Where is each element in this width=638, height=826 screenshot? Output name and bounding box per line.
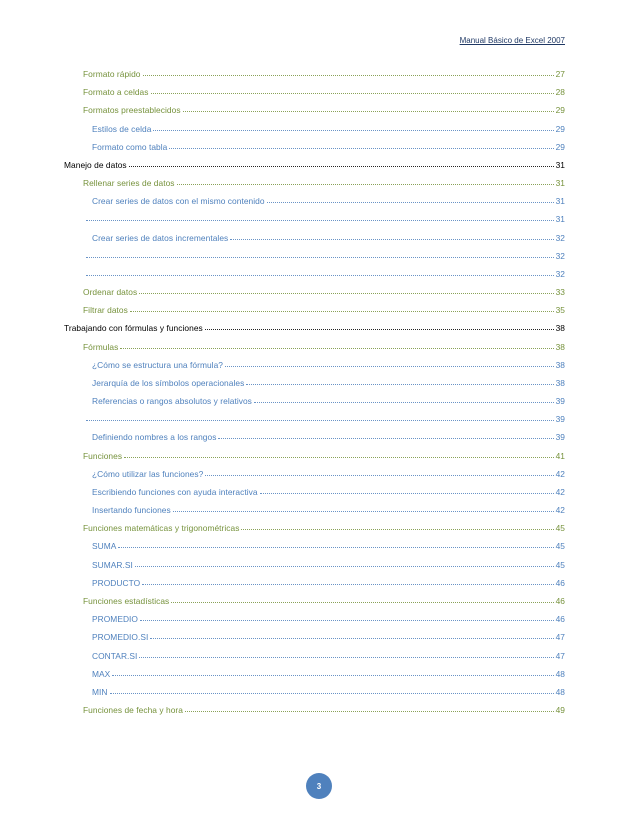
toc-entry-label: Funciones de fecha y hora [83, 705, 183, 716]
toc-entry-page: 39 [555, 414, 565, 425]
toc-entry-page: 41 [555, 450, 565, 461]
toc-entry[interactable] [64, 305, 565, 323]
toc-entry-page: 31 [555, 178, 565, 189]
dot-leader [177, 183, 554, 185]
toc-entry[interactable] [64, 523, 565, 541]
toc-entry-page: 42 [555, 486, 565, 497]
toc-entry-page: 47 [555, 632, 565, 643]
dot-leader [86, 274, 554, 276]
toc-entry-label: Jerarquía de los símbolos operacionales [92, 377, 245, 388]
table-of-contents [64, 69, 565, 723]
toc-entry-page: 32 [555, 232, 565, 243]
toc-entry-label: SUMA [92, 541, 117, 552]
dot-leader [143, 74, 554, 76]
toc-entry[interactable] [64, 541, 565, 559]
toc-entry-page: 32 [555, 268, 565, 279]
toc-entry-label: Formato rápido [83, 69, 141, 79]
dot-leader [169, 147, 553, 149]
dot-leader [130, 310, 554, 312]
dot-leader [140, 619, 554, 621]
toc-entry-page: 42 [555, 468, 565, 479]
toc-entry-label: Referencias o rangos absolutos y relativos [92, 396, 252, 407]
toc-entry-page: 38 [555, 377, 565, 388]
dot-leader [267, 201, 554, 203]
toc-entry[interactable] [64, 669, 565, 687]
toc-entry[interactable] [64, 614, 565, 632]
dot-leader [205, 328, 554, 330]
toc-entry[interactable] [64, 396, 565, 414]
dot-leader [86, 219, 554, 221]
dot-leader [260, 492, 554, 494]
toc-entry-label: PROMEDIO [92, 614, 139, 625]
dot-leader [246, 383, 553, 385]
toc-entry-page: 38 [555, 323, 565, 334]
dot-leader [218, 437, 553, 439]
toc-entry[interactable] [64, 342, 565, 360]
toc-entry-label: CONTAR.SI [92, 650, 138, 661]
dot-leader [139, 656, 553, 658]
page-number: 3 [316, 781, 322, 791]
toc-entry[interactable] [64, 287, 565, 305]
toc-entry-page: 31 [555, 196, 565, 207]
dot-leader [225, 365, 554, 367]
toc-entry-label: Funciones [83, 450, 123, 461]
toc-entry-label: Formato a celdas [83, 87, 149, 98]
toc-entry-label: Funciones matemáticas y trigonométricas [83, 523, 240, 534]
toc-entry-page: 29 [555, 105, 565, 116]
running-header [460, 36, 565, 45]
dot-leader [153, 129, 553, 131]
toc-entry[interactable] [64, 378, 565, 396]
dot-leader [185, 710, 554, 712]
toc-entry[interactable] [64, 178, 565, 196]
toc-entry-page: 28 [555, 87, 565, 98]
header-title: Manual Básico de Excel 2007 [459, 36, 565, 45]
dot-leader [112, 674, 553, 676]
toc-entry-label: Ordenar datos [83, 287, 138, 298]
toc-entry-page: 38 [555, 341, 565, 352]
toc-entry[interactable] [64, 142, 565, 160]
toc-entry-page: 39 [555, 396, 565, 407]
toc-entry-label: Definiendo nombres a los rangos [92, 432, 217, 443]
toc-entry[interactable] [64, 233, 565, 251]
page-number-badge [306, 773, 332, 799]
toc-entry-label: ¿Cómo utilizar las funciones? [92, 468, 204, 479]
toc-entry[interactable] [64, 505, 565, 523]
dot-leader [171, 601, 553, 603]
toc-entry-page: 49 [555, 705, 565, 716]
toc-entry-label: Manejo de datos [64, 159, 127, 170]
toc-entry[interactable] [64, 596, 565, 614]
toc-entry-page: 45 [555, 541, 565, 552]
toc-entry-label: PROMEDIO.SI [92, 632, 149, 643]
toc-entry-page: 45 [555, 559, 565, 570]
dot-leader [230, 238, 553, 240]
dot-leader [86, 419, 554, 421]
toc-entry[interactable] [64, 69, 565, 87]
toc-entry[interactable] [64, 251, 565, 269]
dot-leader [120, 347, 553, 349]
toc-entry[interactable] [64, 451, 565, 469]
toc-entry-page: 38 [555, 359, 565, 370]
toc-entry-label: MIN [92, 686, 108, 697]
toc-entry-label: Fórmulas [83, 341, 119, 352]
toc-entry-page: 46 [555, 595, 565, 606]
dot-leader [129, 165, 554, 167]
toc-entry-page: 48 [555, 668, 565, 679]
toc-entry[interactable] [64, 469, 565, 487]
dot-leader [205, 474, 553, 476]
toc-entry-label: Escribiendo funciones con ayuda interactiva [92, 486, 258, 497]
toc-entry[interactable] [64, 269, 565, 287]
dot-leader [135, 565, 554, 567]
toc-entry[interactable] [64, 214, 565, 232]
toc-entry[interactable] [64, 105, 565, 123]
toc-entry-page: 46 [555, 577, 565, 588]
toc-entry[interactable] [64, 414, 565, 432]
toc-entry-page: 33 [555, 287, 565, 298]
toc-entry-page: 27 [555, 69, 565, 79]
toc-entry-label: ¿Cómo se estructura una fórmula? [92, 359, 224, 370]
toc-entry-label: PRODUCTO [92, 577, 141, 588]
toc-entry[interactable] [64, 687, 565, 705]
toc-entry[interactable] [64, 87, 565, 105]
toc-entry[interactable] [64, 196, 565, 214]
toc-entry-page: 32 [555, 250, 565, 261]
dot-leader [124, 456, 553, 458]
toc-entry[interactable] [64, 578, 565, 596]
toc-entry[interactable] [64, 124, 565, 142]
toc-entry-label: MAX [92, 668, 111, 679]
dot-leader [183, 110, 554, 112]
toc-entry-label: Insertando funciones [92, 505, 171, 516]
dot-leader [86, 256, 554, 258]
toc-entry[interactable] [64, 632, 565, 650]
toc-entry-page: 47 [555, 650, 565, 661]
dot-leader [254, 401, 554, 403]
toc-entry-label: Crear series de datos con el mismo contenido [92, 196, 265, 207]
toc-entry[interactable] [64, 651, 565, 669]
toc-entry[interactable] [64, 560, 565, 578]
toc-entry-label: Rellenar series de datos [83, 178, 175, 189]
toc-entry-page: 46 [555, 614, 565, 625]
toc-entry-page: 31 [555, 159, 565, 170]
toc-entry-page: 29 [555, 141, 565, 152]
toc-entry-label: Filtrar datos [83, 305, 128, 316]
toc-entry[interactable] [64, 323, 565, 341]
toc-entry-label: Trabajando con fórmulas y funciones [64, 323, 203, 334]
toc-entry[interactable] [64, 160, 565, 178]
dot-leader [173, 510, 554, 512]
dot-leader [139, 292, 553, 294]
toc-entry-label: Funciones estadísticas [83, 595, 170, 606]
dot-leader [241, 528, 553, 530]
toc-entry-page: 45 [555, 523, 565, 534]
toc-entry-page: 31 [555, 214, 565, 225]
dot-leader [151, 92, 554, 94]
toc-entry-label: Crear series de datos incrementales [92, 232, 229, 243]
toc-entry-page: 48 [555, 686, 565, 697]
toc-entry-label: Formato como tabla [92, 141, 168, 152]
dot-leader [142, 583, 553, 585]
toc-entry-page: 42 [555, 505, 565, 516]
toc-entry-page: 39 [555, 432, 565, 443]
toc-entry-page: 35 [555, 305, 565, 316]
toc-entry-label: SUMAR.SI [92, 559, 133, 570]
dot-leader [110, 692, 554, 694]
toc-entry-label: Estilos de celda [92, 123, 152, 134]
toc-entry[interactable] [64, 487, 565, 505]
toc-entry[interactable] [64, 360, 565, 378]
toc-entry-label: Formatos preestablecidos [83, 105, 181, 116]
toc-entry[interactable] [64, 432, 565, 450]
dot-leader [150, 637, 553, 639]
dot-leader [118, 546, 553, 548]
toc-entry[interactable] [64, 705, 565, 723]
toc-entry-page: 29 [555, 123, 565, 134]
